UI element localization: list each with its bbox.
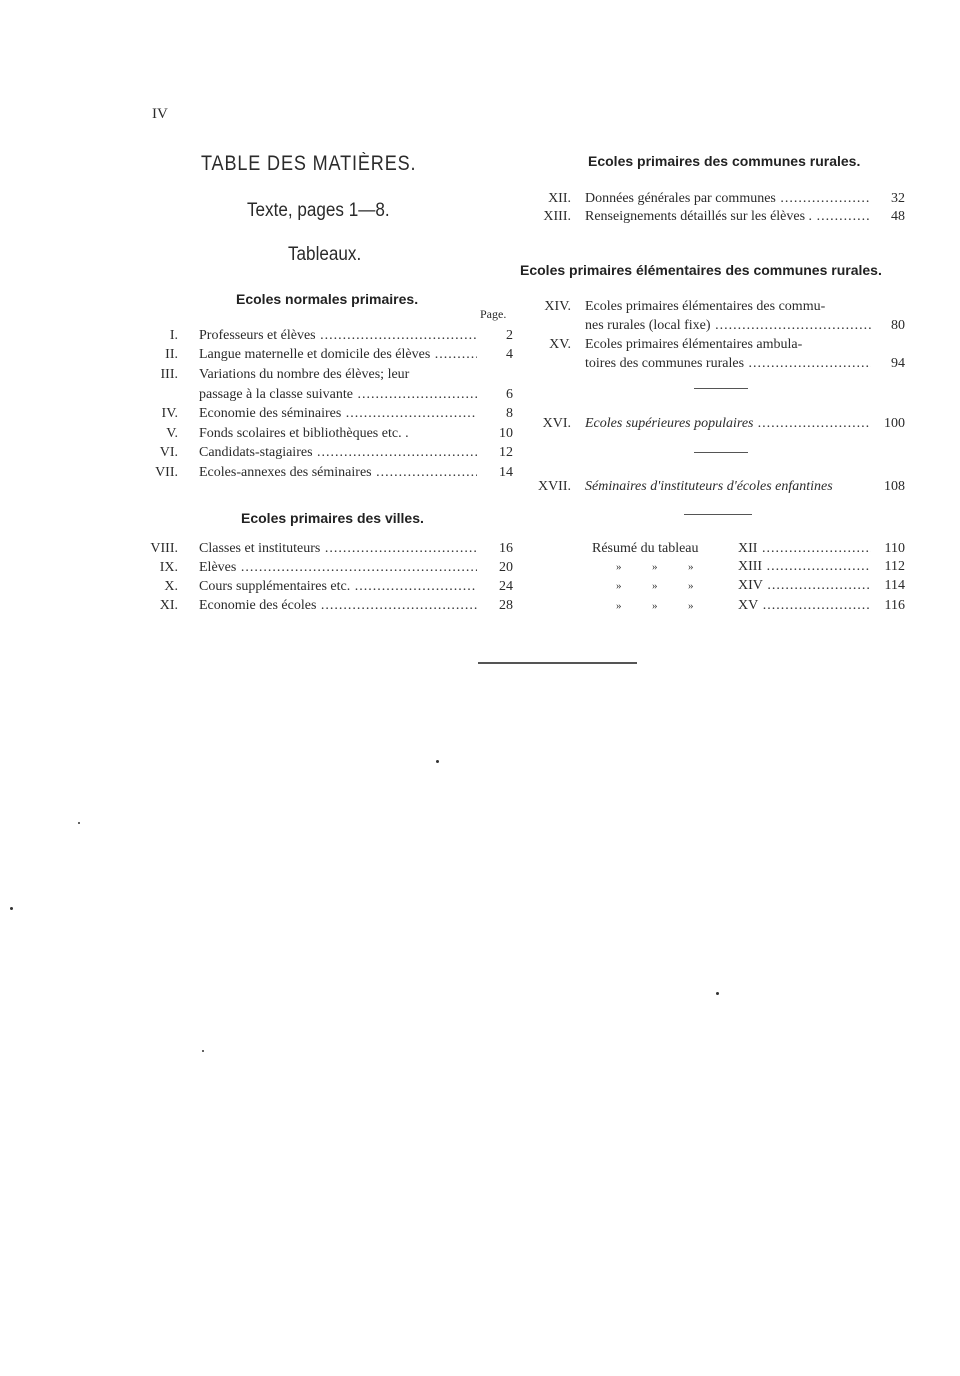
- toc-entry[interactable]: [535, 335, 907, 355]
- toc-entry[interactable]: [535, 477, 907, 497]
- toc-entry[interactable]: [140, 558, 515, 578]
- entry-page: 108: [884, 479, 905, 494]
- scan-speck: [202, 1050, 204, 1052]
- entry-number: VIII.: [150, 541, 178, 556]
- toc-entry[interactable]: [535, 189, 907, 209]
- entry-number: II.: [165, 347, 178, 362]
- toc-entry[interactable]: [140, 345, 515, 365]
- resume-entry[interactable]: [592, 596, 907, 616]
- entry-number: V.: [166, 426, 178, 441]
- entry-title-continuation: toires des communes rurales .....: [585, 354, 871, 374]
- entry-page: 4: [506, 347, 513, 362]
- separator-rule: [684, 514, 752, 515]
- entry-number: III.: [160, 367, 178, 382]
- entry-title: Elèves .....: [199, 558, 477, 578]
- entry-number: X.: [164, 579, 178, 594]
- separator-rule: [694, 388, 748, 389]
- toc-entry[interactable]: [535, 207, 907, 227]
- entry-title: Candidats-stagiaires .....: [199, 443, 477, 463]
- entry-number: VII.: [155, 465, 178, 480]
- resume-entry[interactable]: [592, 557, 907, 577]
- entry-title-continuation: nes rurales (local fixe) .....: [585, 316, 871, 336]
- entry-title: Ecoles primaires élémentaires ambula-: [585, 337, 803, 352]
- entry-page: 2: [506, 328, 513, 343]
- entry-title: Cours supplémentaires etc. .....: [199, 577, 477, 597]
- entry-page: 32: [891, 191, 905, 206]
- entry-number: XVII.: [537, 479, 571, 494]
- entry-title: Professeurs et élèves .....: [199, 326, 477, 346]
- tableaux-heading: Tableaux.: [288, 244, 362, 265]
- entry-title-continuation: passage à la classe suivante .....: [199, 385, 477, 405]
- entry-number: XIII.: [543, 209, 571, 224]
- entry-number: XVI.: [542, 416, 571, 431]
- entry-page: 8: [506, 406, 513, 421]
- separator-rule: [694, 452, 748, 453]
- resume-table-ref: XIII .....: [738, 557, 871, 577]
- resume-entry[interactable]: [592, 539, 907, 559]
- entry-title: Economie des écoles .....: [199, 596, 477, 616]
- entry-page: 16: [499, 541, 513, 556]
- resume-table-ref: XV .....: [738, 596, 871, 616]
- entry-title: Economie des séminaires .....: [199, 404, 477, 424]
- entry-page: 28: [499, 598, 513, 613]
- section-heading-elementaires: Ecoles primaires élémentaires des communes rurales.: [520, 262, 882, 278]
- scan-speck: [716, 992, 719, 995]
- page-number: IV: [152, 106, 168, 122]
- entry-title: Fonds scolaires et bibliothèques etc. .: [199, 426, 409, 441]
- resume-entry[interactable]: [592, 576, 907, 596]
- ditto-marks: » » »: [616, 561, 696, 573]
- entry-page: 116: [884, 598, 905, 613]
- toc-entry-continuation[interactable]: [535, 316, 907, 336]
- scan-speck: [436, 760, 439, 763]
- text-pages-subtitle: Texte, pages 1—8.: [247, 200, 390, 221]
- entry-page: 12: [499, 445, 513, 460]
- scan-speck: [78, 822, 80, 824]
- toc-entry[interactable]: [140, 404, 515, 424]
- entry-number: IX.: [159, 560, 178, 575]
- entry-page: 24: [499, 579, 513, 594]
- toc-entry[interactable]: [140, 424, 515, 444]
- entry-page: 10: [499, 426, 513, 441]
- entry-title: Renseignements détaillés sur les élèves . .....: [585, 207, 871, 227]
- toc-entry[interactable]: [140, 539, 515, 559]
- section-heading-rurales: Ecoles primaires des communes rurales.: [588, 153, 861, 169]
- entry-number: XIV.: [544, 299, 571, 314]
- entry-page: 110: [884, 541, 905, 556]
- entry-title: Ecoles primaires élémentaires des commu-: [585, 299, 826, 314]
- entry-page: 20: [499, 560, 513, 575]
- resume-table-ref: XII .....: [738, 539, 871, 559]
- entry-title: Séminaires d'instituteurs d'écoles enfantines: [585, 479, 833, 494]
- scan-speck: [10, 907, 13, 910]
- toc-entry[interactable]: [535, 414, 907, 434]
- section-heading-normales: Ecoles normales primaires.: [236, 291, 419, 307]
- entry-page: 94: [891, 356, 905, 371]
- toc-entry[interactable]: [140, 365, 515, 385]
- entry-number: XII.: [548, 191, 571, 206]
- entry-number: I.: [169, 328, 178, 343]
- toc-entry[interactable]: [535, 297, 907, 317]
- resume-label: Résumé du tableau: [592, 541, 699, 556]
- page-column-header: Page.: [480, 307, 507, 321]
- section-heading-villes: Ecoles primaires des villes.: [241, 510, 424, 526]
- resume-table-ref: XIV .....: [738, 576, 871, 596]
- entry-page: 48: [891, 209, 905, 224]
- toc-entry[interactable]: [140, 463, 515, 483]
- entry-number: XV.: [549, 337, 571, 352]
- ditto-marks: » » »: [616, 580, 696, 592]
- entry-page: 100: [884, 416, 905, 431]
- entry-page: 14: [499, 465, 513, 480]
- entry-title: Langue maternelle et domicile des élèves .....: [199, 345, 477, 365]
- entry-title: Ecoles-annexes des séminaires .....: [199, 463, 477, 483]
- entry-page: 6: [506, 387, 513, 402]
- entry-page: 112: [884, 559, 905, 574]
- entry-title: Classes et instituteurs .....: [199, 539, 477, 559]
- toc-entry-continuation[interactable]: [535, 354, 907, 374]
- toc-entry[interactable]: [140, 596, 515, 616]
- entry-page: 80: [891, 318, 905, 333]
- entry-number: XI.: [159, 598, 178, 613]
- toc-entry-continuation[interactable]: [140, 385, 515, 405]
- entry-title: Données générales par communes .....: [585, 189, 871, 209]
- entry-number: IV.: [161, 406, 178, 421]
- entry-title: Ecoles supérieures populaires .....: [585, 414, 871, 434]
- ditto-marks: » » »: [616, 600, 696, 612]
- toc-entry[interactable]: [140, 326, 515, 346]
- entry-title: Variations du nombre des élèves; leur: [199, 367, 410, 382]
- toc-entry[interactable]: [140, 443, 515, 463]
- entry-page: 114: [884, 578, 905, 593]
- page-title: TABLE DES MATIÈRES.: [201, 152, 417, 175]
- bottom-rule: [478, 662, 637, 664]
- toc-entry[interactable]: [140, 577, 515, 597]
- entry-number: VI.: [159, 445, 178, 460]
